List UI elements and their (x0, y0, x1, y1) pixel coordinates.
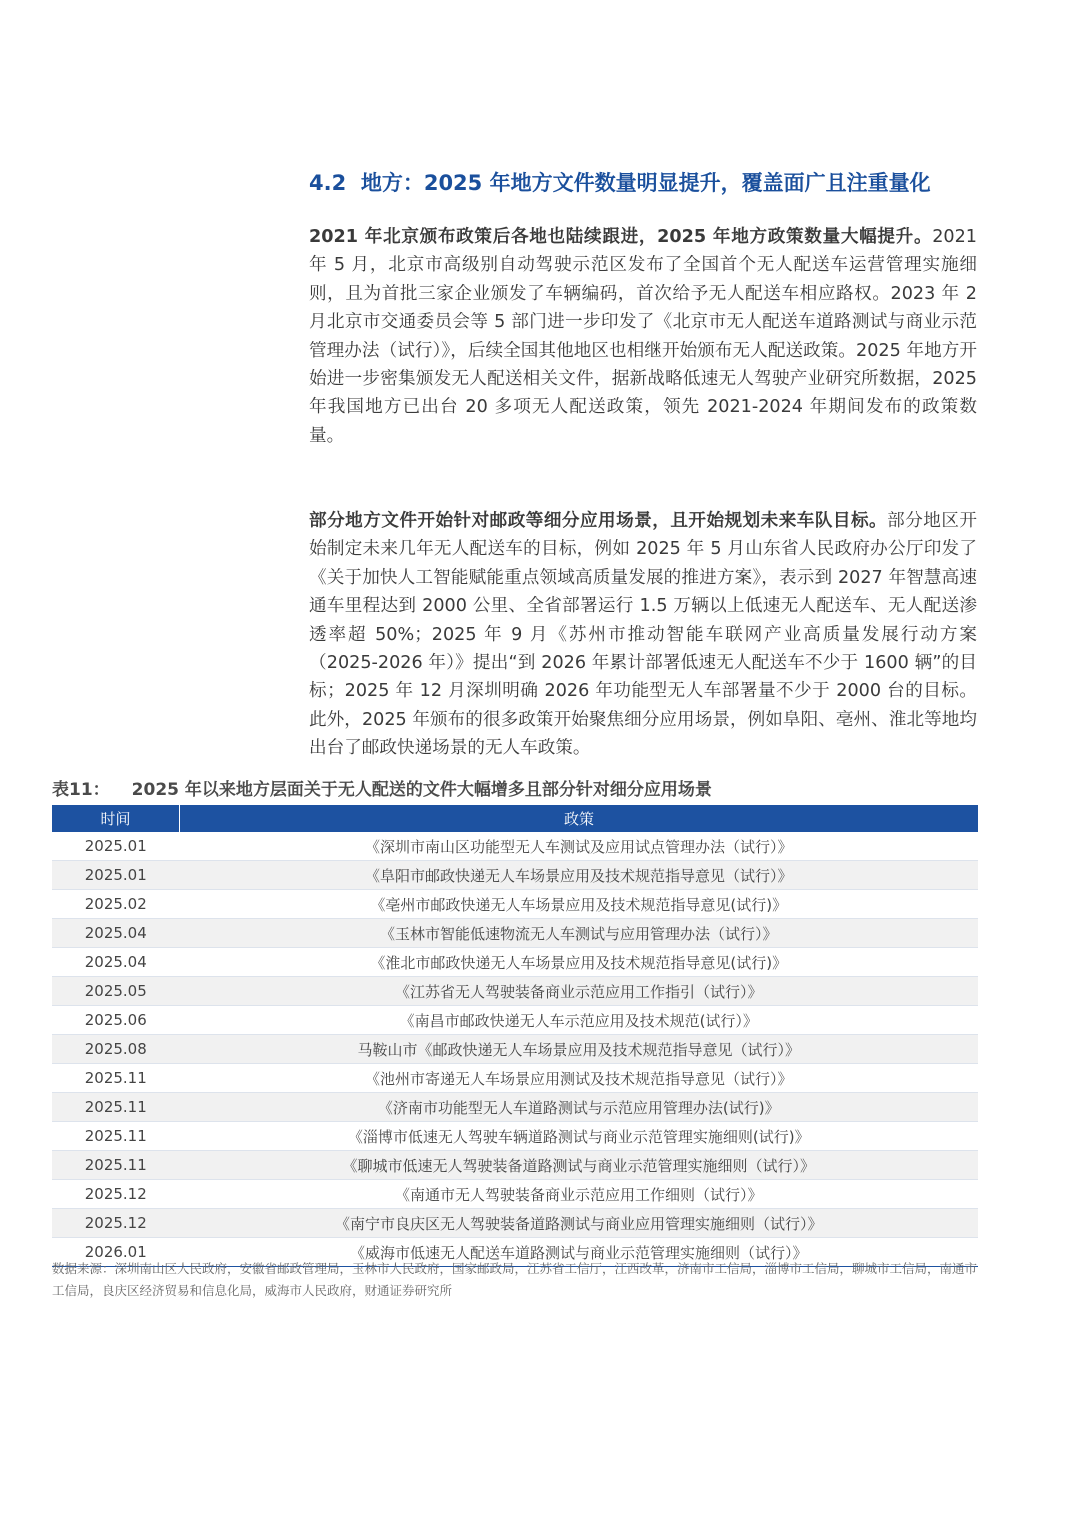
table-row (52, 1093, 978, 1122)
table-header-row (52, 805, 978, 832)
row-policy: 《淮北市邮政快递无人车场景应用及技术规范指导意见(试行)》 (180, 948, 979, 977)
row-policy: 《亳州市邮政快递无人车场景应用及技术规范指导意见(试行)》 (180, 890, 979, 919)
table-title: 2025 年以来地方层面关于无人配送的文件大幅增多且部分针对细分应用场景 (131, 780, 712, 800)
row-policy: 《深圳市南山区功能型无人车测试及应用试点管理办法（试行）》 (180, 832, 979, 861)
row-policy: 《南宁市良庆区无人驾驶装备道路测试与商业应用管理实施细则（试行）》 (180, 1209, 979, 1238)
table-row (52, 1035, 978, 1064)
table-row (52, 1209, 978, 1238)
row-policy: 《南通市无人驾驶装备商业示范应用工作细则（试行）》 (180, 1180, 979, 1209)
policy-table (52, 805, 978, 1267)
table-row (52, 1122, 978, 1151)
section-heading (309, 168, 989, 198)
table-row (52, 1180, 978, 1209)
table-row (52, 890, 978, 919)
table-row (52, 1064, 978, 1093)
row-date: 2025.11 (52, 1093, 180, 1122)
paragraph-1-lead: 2021 年北京颁布政策后各地也陆续跟进，2025 年地方政策数量大幅提升。 (309, 227, 933, 247)
table-row (52, 861, 978, 890)
row-date: 2025.05 (52, 977, 180, 1006)
row-date: 2025.01 (52, 861, 180, 890)
row-policy: 《池州市寄递无人车场景应用测试及技术规范指导意见（试行）》 (180, 1064, 979, 1093)
table-row (52, 948, 978, 977)
table-row (52, 1151, 978, 1180)
row-date: 2025.04 (52, 948, 180, 977)
header-date: 时间 (52, 805, 180, 832)
table-row (52, 919, 978, 948)
table-row (52, 832, 978, 861)
row-date: 2025.06 (52, 1006, 180, 1035)
row-policy: 《淄博市低速无人驾驶车辆道路测试与商业示范管理实施细则(试行)》 (180, 1122, 979, 1151)
row-date: 2025.11 (52, 1064, 180, 1093)
row-date: 2025.11 (52, 1151, 180, 1180)
section-title: 地方：2025 年地方文件数量明显提升，覆盖面广且注重量化 (360, 171, 931, 195)
row-date: 2025.11 (52, 1122, 180, 1151)
row-policy: 《南昌市邮政快递无人车示范应用及技术规范(试行）》 (180, 1006, 979, 1035)
paragraph-2-body: 部分地区开始制定未来几年无人配送车的目标，例如 2025 年 5 月山东省人民政府办公厅印发了《关于加快人工智能赋能重点领域高质量发展的推进方案》，表示到 2027 年智慧高速通车里程达到 2000 公里、全省部署运行 1.5 万辆以上低速无人配送车、无人配送渗透率超 50%；2025 年 9 月《苏州市推动智能车联网产业高质量发展行动方案（2025-2026 年）》提出“到 2026 年累计部署低速无人配送车不少于 1600 辆”的目标；2025 年 12 月深圳明确 2026 年功能型无人车部署量不少于 2000 台的目标。此外，2025 年颁布的很多政策开始聚焦细分应用场景，例如阜阳、亳州、淮北等地均出台了邮政快递场景的无人车政策。 (309, 511, 977, 759)
row-date: 2025.02 (52, 890, 180, 919)
row-policy: 《江苏省无人驾驶装备商业示范应用工作指引（试行）》 (180, 977, 979, 1006)
row-policy: 《聊城市低速无人驾驶装备道路测试与商业示范管理实施细则（试行）》 (180, 1151, 979, 1180)
row-policy: 《阜阳市邮政快递无人车场景应用及技术规范指导意见（试行）》 (180, 861, 979, 890)
paragraph-1 (309, 223, 977, 450)
paragraph-2-lead: 部分地方文件开始针对邮政等细分应用场景，且开始规划未来车队目标。 (309, 511, 888, 531)
header-policy: 政策 (180, 805, 979, 832)
row-date: 2026.01 (52, 1238, 180, 1267)
table-row (52, 1006, 978, 1035)
row-date: 2025.08 (52, 1035, 180, 1064)
table-label: 表11： (52, 780, 110, 800)
row-policy: 《威海市低速无人配送车道路测试与商业示范管理实施细则（试行）》 (180, 1238, 979, 1267)
row-date: 2025.01 (52, 832, 180, 861)
row-date: 2025.12 (52, 1209, 180, 1238)
table-row (52, 977, 978, 1006)
paragraph-2 (309, 507, 977, 763)
row-policy: 马鞍山市《邮政快递无人车场景应用及技术规范指导意见（试行）》 (180, 1035, 979, 1064)
paragraph-1-body: 2021 年 5 月，北京市高级别自动驾驶示范区发布了全国首个无人配送车运营管理实施细则，且为首批三家企业颁发了车辆编码，首次给予无人配送车相应路权。2023 年 2 月北京市交通委员会等 5 部门进一步印发了《北京市无人配送车道路测试与商业示范管理办法（试行）》，后续全国其他地区也相继开始颁布无人配送政策。2025 年地方开始进一步密集颁发无人配送相关文件，据新战略低速无人驾驶产业研究所数据，2025 年我国地方已出台 20 多项无人配送政策，领先 2021-2024 年期间发布的政策数量。 (309, 227, 977, 446)
data-source-note: 数据来源：深圳南山区人民政府，安徽省邮政管理局，玉林市人民政府，国家邮政局，江苏省工信厅，江西改革，济南市工信局，淄博市工信局，聊城市工信局，南通市工信局，良庆区经济贸易和信息化局，威海市人民政府，财通证券研究所 (52, 1261, 978, 1298)
row-policy: 《济南市功能型无人车道路测试与示范应用管理办法(试行)》 (180, 1093, 979, 1122)
table-caption (52, 777, 978, 803)
section-number: 4.2 (309, 171, 347, 195)
row-date: 2025.12 (52, 1180, 180, 1209)
row-policy: 《玉林市智能低速物流无人车测试与应用管理办法（试行）》 (180, 919, 979, 948)
row-date: 2025.04 (52, 919, 180, 948)
